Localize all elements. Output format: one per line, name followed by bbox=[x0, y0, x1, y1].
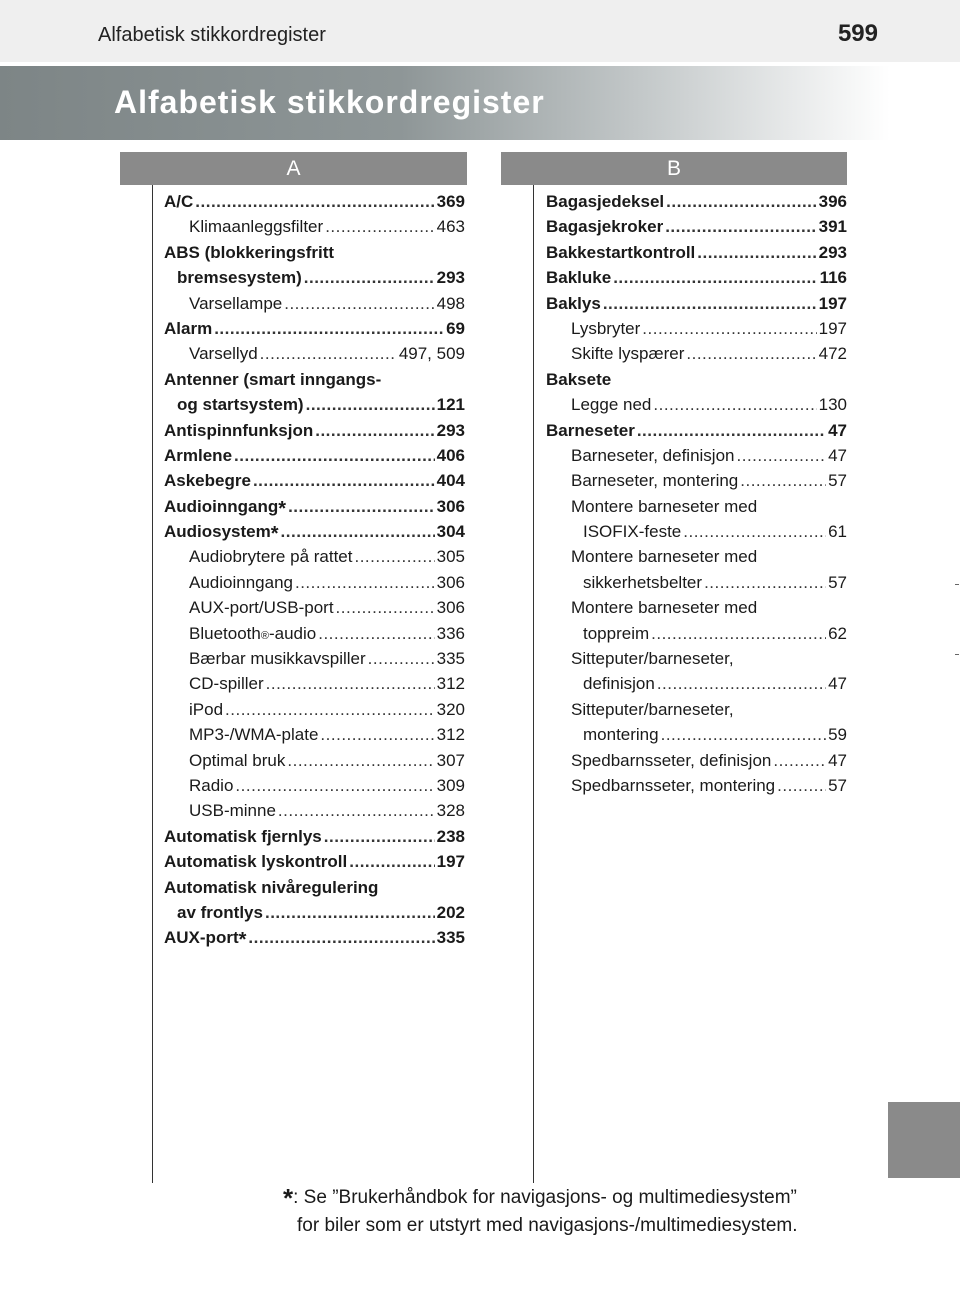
entry-page: 57 bbox=[828, 471, 847, 491]
entry-term: av frontlys bbox=[177, 902, 263, 922]
entry-term: Armlene bbox=[164, 445, 233, 465]
dot-leader bbox=[349, 849, 434, 874]
dot-leader bbox=[281, 519, 435, 544]
entry-term: ISOFIX-feste bbox=[583, 522, 682, 542]
index-column-b bbox=[546, 189, 847, 798]
dot-leader bbox=[278, 798, 435, 823]
dot-leader bbox=[637, 418, 826, 443]
footnote-line-2: for biler som er utstyrt med navigasjons-/multimediesystem. bbox=[297, 1215, 798, 1236]
entry-page: 293 bbox=[436, 268, 465, 288]
index-entry bbox=[546, 519, 847, 544]
entry-page: 47 bbox=[828, 420, 847, 440]
dot-leader bbox=[315, 418, 434, 443]
entry-term: Radio bbox=[189, 775, 234, 795]
entry-term: Barneseter, definisjon bbox=[571, 445, 735, 465]
entry-page: 47 bbox=[828, 750, 847, 770]
index-entry bbox=[164, 189, 465, 214]
index-entry bbox=[546, 214, 847, 239]
entry-page: 404 bbox=[436, 471, 465, 491]
section-header-b: B bbox=[501, 152, 847, 185]
entry-term: Audiobrytere på rattet bbox=[189, 547, 353, 567]
running-head: Alfabetisk stikkordregister bbox=[98, 24, 326, 46]
column-rule-a bbox=[152, 185, 153, 1183]
footnote bbox=[283, 1180, 843, 1240]
index-entry bbox=[546, 367, 847, 392]
dot-leader bbox=[336, 595, 435, 620]
index-entry bbox=[164, 291, 465, 316]
entry-term: toppreim bbox=[583, 623, 650, 643]
entry-term: Sitteputer/barneseter, bbox=[571, 699, 734, 719]
index-entry bbox=[546, 418, 847, 443]
entry-term: AUX-port/USB-port bbox=[189, 598, 334, 618]
entry-page: 202 bbox=[436, 902, 465, 922]
entry-term: Alarm bbox=[164, 318, 213, 338]
entry-page: 312 bbox=[436, 725, 465, 745]
dot-leader bbox=[642, 316, 816, 341]
entry-term: Skifte lyspærer bbox=[571, 344, 685, 364]
index-column-a bbox=[164, 189, 465, 951]
entry-page: 498 bbox=[436, 293, 465, 313]
thumb-index-tab bbox=[888, 1102, 960, 1178]
entry-page: 47 bbox=[828, 445, 847, 465]
dot-leader bbox=[260, 341, 397, 366]
dot-leader bbox=[306, 392, 435, 417]
entry-term: Barneseter bbox=[546, 420, 635, 440]
section-header-a: A bbox=[120, 152, 467, 185]
dot-leader bbox=[325, 214, 434, 239]
dot-leader bbox=[773, 748, 826, 773]
dot-leader bbox=[657, 671, 826, 696]
dot-leader bbox=[318, 621, 434, 646]
dot-leader bbox=[214, 316, 444, 341]
entry-term: Barneseter, montering bbox=[571, 471, 739, 491]
index-entry bbox=[164, 773, 465, 798]
entry-term: og startsystem) bbox=[177, 395, 304, 415]
dot-leader bbox=[653, 392, 816, 417]
index-entry bbox=[164, 824, 465, 849]
footnote-marker: * bbox=[283, 1183, 294, 1213]
index-entry bbox=[164, 748, 465, 773]
index-entry bbox=[164, 265, 465, 290]
index-entry bbox=[164, 443, 465, 468]
entry-term: definisjon bbox=[583, 674, 655, 694]
entry-page: 497, 509 bbox=[398, 344, 465, 364]
entry-page: 293 bbox=[818, 242, 847, 262]
dot-leader bbox=[235, 773, 434, 798]
entry-page: 116 bbox=[819, 268, 847, 288]
index-entry bbox=[546, 316, 847, 341]
entry-term: Automatisk nivåregulering bbox=[164, 877, 379, 897]
index-entry bbox=[164, 544, 465, 569]
index-entry bbox=[546, 621, 847, 646]
index-entry bbox=[164, 468, 465, 493]
index-entry bbox=[546, 671, 847, 696]
entry-page: 335 bbox=[436, 649, 465, 669]
dot-leader bbox=[686, 341, 816, 366]
dot-leader bbox=[304, 265, 435, 290]
margin-tick bbox=[955, 654, 959, 655]
entry-term: Automatisk lyskontroll bbox=[164, 852, 348, 872]
entry-page: 197 bbox=[818, 293, 847, 313]
entry-term: Lysbryter bbox=[571, 318, 641, 338]
entry-term: Varsellyd bbox=[189, 344, 258, 364]
entry-page: 306 bbox=[436, 496, 465, 516]
entry-page: 305 bbox=[436, 547, 465, 567]
dot-leader bbox=[368, 646, 435, 671]
index-entry: Audioinngang * ..... 306 bbox=[164, 494, 465, 519]
index-entry bbox=[546, 570, 847, 595]
dot-leader bbox=[287, 748, 434, 773]
entry-page: 312 bbox=[436, 674, 465, 694]
entry-page: 197 bbox=[818, 318, 847, 338]
index-entry bbox=[546, 722, 847, 747]
entry-page: 293 bbox=[436, 420, 465, 440]
entry-page: 336 bbox=[436, 623, 465, 643]
index-entry bbox=[546, 494, 847, 519]
entry-term: Antenner (smart inngangs- bbox=[164, 369, 382, 389]
entry-page: 304 bbox=[436, 522, 465, 542]
dot-leader bbox=[288, 494, 435, 519]
entry-term-suffix: -audio bbox=[268, 623, 317, 643]
index-entry bbox=[546, 544, 847, 569]
index-entry bbox=[546, 291, 847, 316]
index-entry bbox=[546, 341, 847, 366]
entry-term: USB-minne bbox=[189, 801, 276, 821]
index-entry bbox=[546, 773, 847, 798]
index-entry bbox=[164, 595, 465, 620]
entry-term: Spedbarnsseter, definisjon bbox=[571, 750, 772, 770]
index-entry bbox=[164, 849, 465, 874]
entry-page: 69 bbox=[446, 318, 465, 338]
entry-page: 320 bbox=[436, 699, 465, 719]
index-entry bbox=[164, 671, 465, 696]
entry-term: iPod bbox=[189, 699, 224, 719]
entry-term: Bærbar musikkavspiller bbox=[189, 649, 366, 669]
dot-leader bbox=[265, 900, 435, 925]
entry-term: sikkerhetsbelter bbox=[583, 572, 703, 592]
dot-leader bbox=[697, 240, 816, 265]
dot-leader bbox=[740, 468, 826, 493]
entry-page: 61 bbox=[828, 522, 847, 542]
column-rule-b bbox=[533, 185, 534, 1183]
index-entry bbox=[164, 367, 465, 392]
entry-page: 47 bbox=[828, 674, 847, 694]
entry-page: 238 bbox=[436, 826, 465, 846]
index-entry bbox=[164, 722, 465, 747]
entry-page: 369 bbox=[436, 192, 465, 211]
dot-leader bbox=[683, 519, 826, 544]
dot-leader bbox=[253, 468, 435, 493]
entry-term: Antispinnfunksjon bbox=[164, 420, 314, 440]
index-entry bbox=[546, 265, 847, 290]
entry-term: Audioinngang bbox=[189, 572, 293, 592]
index-entry bbox=[546, 595, 847, 620]
entry-term: Audiosystem bbox=[164, 522, 271, 542]
entry-page: 197 bbox=[436, 852, 465, 872]
entry-term: Bluetooth bbox=[189, 623, 261, 643]
index-entry bbox=[164, 214, 465, 239]
entry-term: CD-spiller bbox=[189, 674, 264, 694]
index-entry bbox=[164, 875, 465, 900]
entry-term: Sitteputer/barneseter, bbox=[571, 649, 734, 669]
entry-page: 309 bbox=[436, 775, 465, 795]
dot-leader bbox=[613, 265, 817, 290]
entry-page: 306 bbox=[436, 598, 465, 618]
entry-page: 59 bbox=[828, 725, 847, 745]
entry-term: Montere barneseter med bbox=[571, 598, 758, 618]
entry-page: 463 bbox=[436, 217, 465, 237]
index-entry bbox=[164, 316, 465, 341]
entry-term: Montere barneseter med bbox=[571, 496, 758, 516]
entry-term: Bakluke bbox=[546, 268, 612, 288]
entry-page: 472 bbox=[818, 344, 847, 364]
entry-page: 328 bbox=[436, 801, 465, 821]
entry-page: 335 bbox=[436, 928, 465, 948]
index-entry bbox=[546, 748, 847, 773]
dot-leader bbox=[661, 722, 826, 747]
dot-leader bbox=[324, 824, 435, 849]
dot-leader bbox=[354, 544, 434, 569]
index-entry bbox=[546, 240, 847, 265]
entry-term: Bagasjedeksel bbox=[546, 192, 665, 211]
dot-leader bbox=[195, 189, 434, 214]
index-entry: Bluetooth ® -audio ..... 336 bbox=[164, 621, 465, 646]
index-entry: Audiosystem * ..... 304 bbox=[164, 519, 465, 544]
entry-page: 391 bbox=[818, 217, 847, 237]
dot-leader bbox=[225, 697, 435, 722]
dot-leader bbox=[737, 443, 827, 468]
entry-term: bremsesystem) bbox=[177, 268, 302, 288]
entry-term: A/C bbox=[164, 192, 194, 211]
entry-page: 130 bbox=[818, 395, 847, 415]
entry-term: Klimaanleggsfilter bbox=[189, 217, 324, 237]
page-title: Alfabetisk stikkordregister bbox=[114, 84, 545, 120]
index-entry bbox=[546, 189, 847, 214]
index-entry bbox=[164, 240, 465, 265]
dot-leader bbox=[234, 443, 435, 468]
entry-term: Baksete bbox=[546, 369, 612, 389]
entry-page: 307 bbox=[436, 750, 465, 770]
index-entry bbox=[546, 443, 847, 468]
dot-leader bbox=[651, 621, 826, 646]
dot-leader bbox=[284, 291, 434, 316]
entry-term: MP3-/WMA-plate bbox=[189, 725, 319, 745]
entry-term: Askebegre bbox=[164, 471, 251, 491]
index-entry bbox=[546, 468, 847, 493]
entry-term: Baklys bbox=[546, 293, 601, 313]
entry-term: ABS (blokkeringsfritt bbox=[164, 242, 335, 262]
index-entry bbox=[164, 341, 465, 366]
index-entry bbox=[546, 697, 847, 722]
index-entry bbox=[546, 646, 847, 671]
entry-term: Automatisk fjernlys bbox=[164, 826, 322, 846]
entry-term: Montere barneseter med bbox=[571, 547, 758, 567]
index-entry bbox=[164, 697, 465, 722]
dot-leader bbox=[665, 214, 816, 239]
dot-leader bbox=[603, 291, 817, 316]
index-entry bbox=[164, 798, 465, 823]
entry-term: Bagasjekroker bbox=[546, 217, 664, 237]
dot-leader bbox=[248, 925, 434, 950]
title-banner bbox=[0, 66, 890, 140]
footnote-line-1: : Se ”Brukerhåndbok for navigasjons- og multimediesystem” bbox=[293, 1187, 797, 1208]
entry-page: 57 bbox=[828, 572, 847, 592]
index-entry bbox=[164, 646, 465, 671]
dot-leader bbox=[320, 722, 434, 747]
index-entry bbox=[164, 900, 465, 925]
entry-term: Varsellampe bbox=[189, 293, 283, 313]
index-entry bbox=[164, 570, 465, 595]
entry-term: AUX-port bbox=[164, 928, 239, 948]
entry-page: 406 bbox=[436, 445, 465, 465]
dot-leader bbox=[266, 671, 435, 696]
page-number: 599 bbox=[837, 20, 878, 47]
entry-term: Bakkestartkontroll bbox=[546, 242, 696, 262]
entry-page: 306 bbox=[436, 572, 465, 592]
entry-term: Spedbarnsseter, montering bbox=[571, 775, 776, 795]
dot-leader bbox=[666, 189, 816, 214]
dot-leader bbox=[295, 570, 435, 595]
dot-leader bbox=[777, 773, 826, 798]
entry-page: 396 bbox=[818, 192, 847, 211]
entry-page: 57 bbox=[828, 775, 847, 795]
entry-page: 121 bbox=[436, 395, 465, 415]
dot-leader bbox=[704, 570, 826, 595]
entry-term: montering bbox=[583, 725, 659, 745]
entry-term: Legge ned bbox=[571, 395, 652, 415]
index-entry bbox=[164, 392, 465, 417]
entry-term: Audioinngang bbox=[164, 496, 279, 516]
index-entry bbox=[546, 392, 847, 417]
index-entry bbox=[164, 418, 465, 443]
margin-tick bbox=[955, 584, 959, 585]
entry-page: 62 bbox=[828, 623, 847, 643]
index-entry: AUX-port * ..... 335 bbox=[164, 925, 465, 950]
entry-term: Optimal bruk bbox=[189, 750, 286, 770]
